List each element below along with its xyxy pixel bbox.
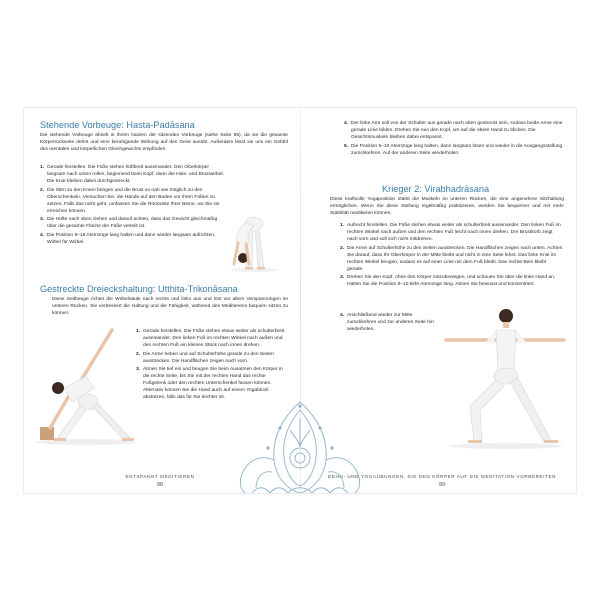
step-item <box>340 222 564 243</box>
step-number: 4. <box>340 313 345 318</box>
step-item <box>136 366 288 401</box>
step-text: Gerade hinstellen. Die Füße stehen etwas weiter als schulterbreit auseinander. Den linken Fuß im rechten Winkel nach außen und den rechten Fuß ein kleines Stück nach innen drehen. <box>143 329 285 348</box>
step-text: Atmen Sie tief ein und beugen Sie beim Ausatmen den Körper in die rechte Seite, bis Sie mit der rechten Hand das rechte Fußgelenk oder den rechten Unterschenkel fassen können. Alternativ können Sie die Hand auch auf einem Yogablock abstützen, falls das für Sie leichter ist. <box>143 367 283 400</box>
step-number: 4. <box>344 121 349 126</box>
right-page-number: 99 <box>439 482 445 488</box>
step-text: Die Arme auf Schulterhöhe zu den Seiten ausstrecken. Die Handflächen zeigen nach unten. Achten Sie darauf, dass Ihr Oberkörper in der Mitte bleibt und nicht in eine Seite lehnt. Das linke Knie im rechten Winkel beugen, sodass es auf einer Linie mit dem Fuß bleibt. Das rechte Bein bleibt gerade. <box>347 245 563 272</box>
warrior-two-photo <box>440 300 570 450</box>
step-item <box>40 164 228 185</box>
step-item <box>344 143 564 157</box>
steps-list-utthita-trikonasana <box>136 328 288 403</box>
step-number: 2. <box>136 351 141 357</box>
section-intro-virabhadrasana: Diese kraftvolle Yogaposition stärkt die Muskeln im unteren Rücken, die eine angenehme Sitzhaltung ermöglichen. Wenn Sie diese Stellung regelmäßig praktizieren, werden Sie bequemer und mit mehr Stabilität meditieren können. <box>330 197 564 216</box>
step-number: 5. <box>344 143 349 149</box>
step-item <box>340 312 442 333</box>
section-title-virabhadrasana: Krieger 2: Virabhadrāsana <box>382 184 490 194</box>
step-item <box>40 232 228 246</box>
mandala-ornament <box>232 398 368 493</box>
step-text: Die Position 5–10 Atemzüge lang halten, dann langsam lösen und wieder in die Ausgangsstellung zurückkehren. Auf der anderen Seite wiederholen. <box>351 143 563 156</box>
steps-list-hasta-padasana <box>40 164 228 247</box>
step-number: 1. <box>340 223 345 228</box>
step-item <box>40 216 228 230</box>
step-text: Aufrecht hinstellen. Die Füße stehen etwas weiter als schulterbreit auseinander. Den linken Fuß im rechten Winkel nach außen und den rechten Fuß leicht nach innen drehen. Der Brustkorb zeigt nach vorn und soll sich nicht mitdrehen. <box>347 223 561 242</box>
step-number: 3. <box>340 275 345 280</box>
step-item <box>344 120 564 141</box>
step-number: 3. <box>40 217 45 222</box>
step-text: Die Stirn zu den Knien bringen und die Brust so nah wie möglich zu den Oberschenkeln. Versuchen Sie, die Hände auf den Boden vor Ihren Füßen zu setzen. Falls das nicht geht, umfassen Sie die Rückseite Ihrer Beine, wo Sie sie erreichen können. <box>47 187 220 214</box>
step-item <box>136 328 288 349</box>
step-number: 4. <box>40 232 45 238</box>
steps-list-virabhadrasana <box>340 222 564 290</box>
triangle-pose-photo <box>28 322 141 447</box>
step-item <box>136 351 288 365</box>
steps-list-trikonasana-continued <box>344 120 564 158</box>
step-text: Anschließend wieder zur Mitte zurückkehren und zur anderen Seite hin wiederholen. <box>347 313 434 332</box>
step-text: Gerade hinstellen. Die Füße stehen hüftbreit auseinander. Den Oberkörper langsam nach unten rollen, beginnend beim Kopf, dann die Hals- und Brustwirbel. Die Knie bleiben dabei durchgestreckt. <box>47 165 224 184</box>
steps-list-virabhadrasana-end <box>340 312 442 335</box>
forward-bend-photo <box>222 198 284 273</box>
step-text: Drehen Sie den Kopf, ohne den Körper mitzubewegen, und schauen Sie über die linke Hand an. Halten Sie die Position 5–10 tiefe Atemzüge lang. Atmen Sie bewusst und konzentriert. <box>347 275 556 287</box>
step-item <box>340 274 564 288</box>
left-page-number: 98 <box>157 482 163 488</box>
step-number: 2. <box>40 187 45 193</box>
step-text: Der linke Arm soll von der Schulter aus gerade nach oben gestreckt sein, sodass beide Arme eine gerade Linie bilden. Drehen Sie nun den Kopf, um auf die obere Hand zu blicken. Die Gesichtsmuskeln bleiben dabei entspannt. <box>351 121 563 140</box>
step-item <box>40 187 228 215</box>
left-page-footer: ENTSPANNT MEDITIEREN <box>125 474 195 479</box>
step-number: 2. <box>340 245 345 251</box>
step-number: 3. <box>136 367 141 372</box>
step-text: Die Position 8–15 Atemzüge lang halten und dann wieder langsam aufrichten, Wirbel für Wirbel. <box>47 232 216 245</box>
section-title-utthita-trikonasana: Gestreckte Dreieckshaltung: Utthita-Trikonāsana <box>40 284 238 294</box>
step-item <box>340 245 564 273</box>
section-intro-hasta-padasana: Die stehende Vorbeuge ähnelt in ihrem Nutzen der sitzenden Vorbeuge (siehe Seite 95), da sie die gesamte Körperrückseite dehnt und eine beruhigende Wirkung auf den Geist ausübt. Außerdem lässt sie uns ein Gefühl des mentalen und körperlichen Gleichgewichts empfinden. <box>40 133 288 152</box>
section-title-hasta-padasana: Stehende Vorbeuge: Hasta-Padāsana <box>40 120 195 130</box>
step-text: Die Hüfte nach oben ziehen und darauf achten, dass das Gewicht gleichmäßig über die gesamte Fläche der Füße verteilt ist. <box>47 217 218 229</box>
step-number: 1. <box>136 329 141 334</box>
step-text: Die Arme heben und auf Schulterhöhe gerade zu den Seiten ausstrecken. Die Handflächen zeigen nach vorn. <box>143 351 274 364</box>
step-number: 1. <box>40 165 45 170</box>
right-page-footer: DEHN- UND YOGAÜBUNGEN, DIE DEN KÖRPER AUF DIE MEDITATION VORBEREITEN <box>327 474 557 479</box>
section-intro-utthita-trikonasana: Diese Seitbeuge richtet die Wirbelsäule nach rechts und links aus und löst vor allem Verspannungen im unteren Rücken. Sie verbessert die Haltung und die Fähigkeit, während des Meditierens bequem sitzen zu können. <box>52 297 288 316</box>
